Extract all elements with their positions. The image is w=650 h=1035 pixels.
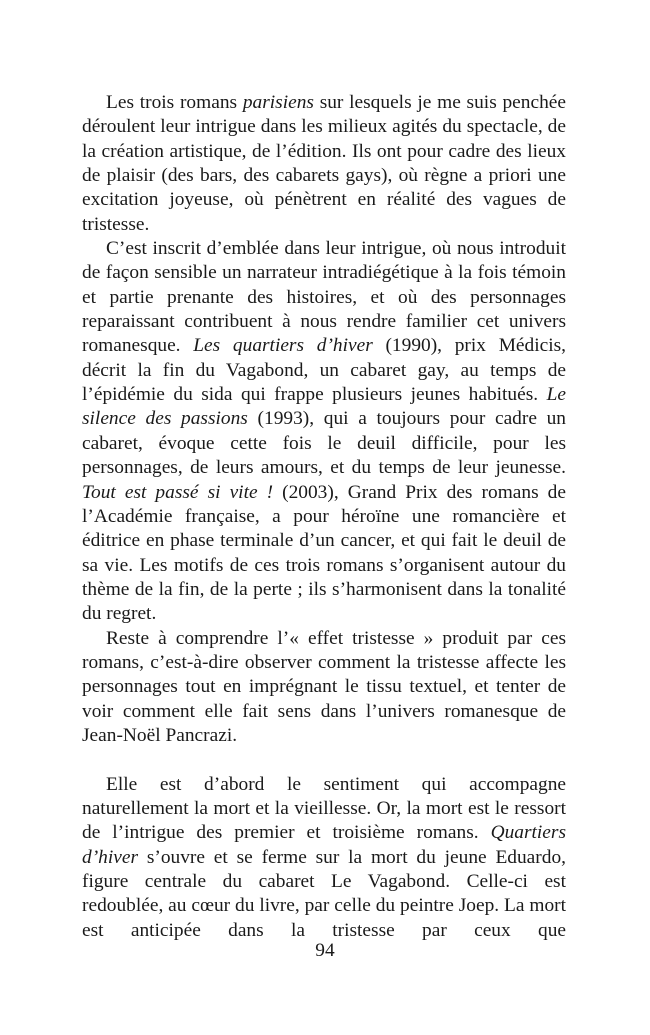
text-run: C’est inscrit d’emblée dans leur intrigue, où nous introduit de façon sensible un narrateur intradiégétique à la fois témoin et partie prenante des histoires, et où des personnages reparaissant contribuent à nous rendre familier cet univers romanesque.	[82, 238, 566, 357]
text-run: Elle est d’abord le sentiment qui accompagne naturellement la mort et la vieillesse. Or, la mort est le ressort de l’intrigue des premier et troisième romans.	[82, 773, 566, 844]
text-run: (1993), qui a toujours pour cadre un cabaret, évoque cette fois le deuil difficile, pour les personnages, de leurs amours, et du temps de leur jeunesse.	[82, 408, 567, 479]
text-run: Reste à comprendre l’« effet tristesse » produit par ces romans, c’est-à-dire observer comment la tristesse affecte les personnages tout en imprégnant le tissu textuel, et tenter de voir comment elle fait sens dans l’univers romanesque de Jean-Noël Pancrazi.	[82, 627, 566, 746]
text-run: s’ouvre et se ferme sur la mort du jeune Eduardo, figure centrale du cabaret Le Vagabond. Celle-ci est redoublée, au cœur du livre, par celle du peintre Joep. La mort est anticipée dans la tristesse par ceux que	[82, 846, 566, 941]
text-run: Les trois romans	[106, 92, 243, 113]
italic-title: Les quartiers d’hiver	[193, 335, 373, 357]
paragraph	[82, 627, 566, 749]
paragraph	[82, 237, 566, 627]
text-run: sur lesquels je me suis penchée déroulent leur intrigue dans les milieux agités du spectacle, de la création artistique, de l’édition. Ils ont pour cadre des lieux de plaisir (des bars, des cabarets gays), où règne a priori une excitation joyeuse, où pénètrent en réalité des vagues de tristesse.	[82, 92, 566, 235]
italic-title: parisiens	[242, 92, 314, 113]
italic-title: Le silence des passions	[82, 384, 566, 430]
page-number: 94	[315, 940, 335, 961]
italic-title: Tout est passé si vite !	[82, 481, 274, 503]
paragraph	[82, 773, 566, 943]
section-break	[82, 748, 566, 772]
paragraph	[82, 91, 566, 237]
body-text	[82, 91, 566, 943]
italic-title: Quartiers d’hiver	[82, 822, 566, 868]
text-run: (2003), Grand Prix des romans de l’Académie française, a pour héroïne une romancière et éditrice en phase terminale d’un cancer, et qui fait le deuil de sa vie. Les motifs de ces trois romans s’organisent autour du thème de la fin, de la perte ; ils s’harmonisent dans la tonalité du regret.	[82, 481, 566, 625]
text-run: (1990), prix Médicis, décrit la fin du Vagabond, un cabaret gay, au temps de l’épidémie du sida qui frappe plusieurs jeunes habitués.	[82, 335, 567, 406]
